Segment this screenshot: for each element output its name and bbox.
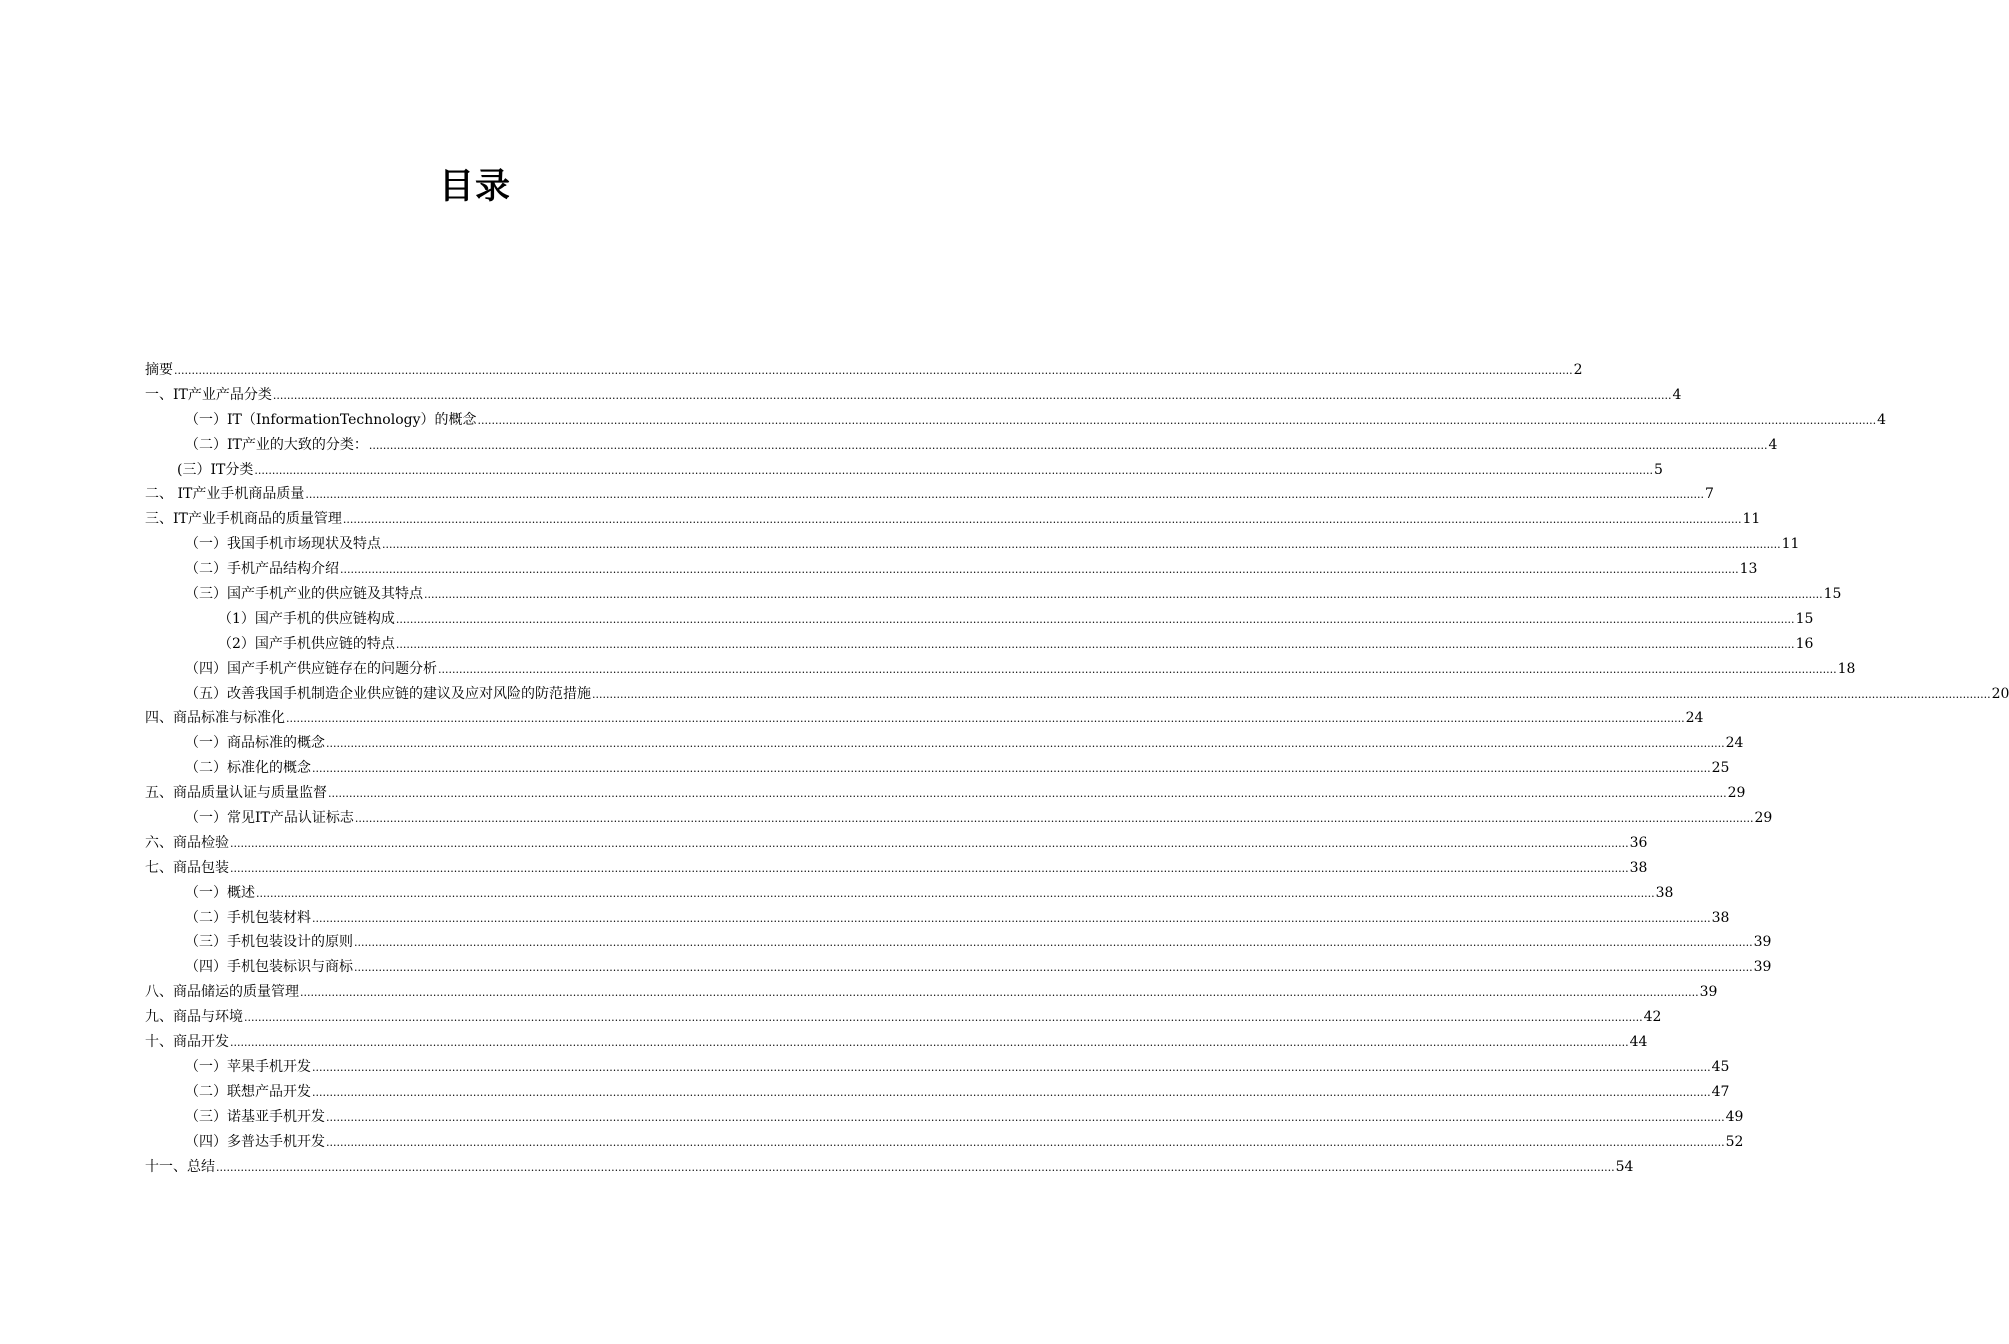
toc-entry-label: （二）手机包装材料 xyxy=(185,909,311,926)
toc-entry-page-number: 52 xyxy=(1725,1133,1744,1150)
toc-entry-label: （一）概述 xyxy=(185,884,255,901)
toc-entry-label: 三、IT产业手机商品的质量管理 xyxy=(145,511,342,528)
toc-entry-page-number: 5 xyxy=(1653,461,1663,478)
toc-entry[interactable] xyxy=(145,507,1761,532)
toc-entry[interactable] xyxy=(145,657,1856,682)
toc-entry[interactable] xyxy=(145,1105,1744,1130)
toc-entry-label: （1）国产手机的供应链构成 xyxy=(218,610,395,627)
toc-entry-page-number: 7 xyxy=(1704,486,1714,503)
toc-dot-leader: ................................................................................................................................................................................................................................................................................................................................................................................................................ xyxy=(368,438,1768,452)
toc-entry[interactable] xyxy=(145,980,1718,1005)
page-title: 目录 xyxy=(438,167,511,207)
toc-entry[interactable] xyxy=(145,557,1758,582)
toc-entry[interactable] xyxy=(145,607,1814,632)
toc-entry[interactable] xyxy=(145,582,1842,607)
toc-entry-label: 十、商品开发 xyxy=(145,1034,229,1051)
toc-entry-page-number: 36 xyxy=(1629,834,1648,851)
toc-dot-leader: ................................................................................................................................................................................................................................................................................................................................................................................................................ xyxy=(328,787,1727,801)
toc-entry-page-number: 15 xyxy=(1823,586,1842,603)
toc-dot-leader: ................................................................................................................................................................................................................................................................................................................................................................................................................ xyxy=(438,662,1837,676)
toc-entry[interactable] xyxy=(145,930,1772,955)
toc-entry-label: （二）IT产业的大致的分类： xyxy=(185,436,368,453)
toc-dot-leader: ................................................................................................................................................................................................................................................................................................................................................................................................................ xyxy=(477,413,1877,427)
toc-entry-label: （一）我国手机市场现状及特点 xyxy=(185,536,381,553)
toc-dot-leader: ................................................................................................................................................................................................................................................................................................................................................................................................................ xyxy=(326,1135,1725,1149)
toc-entry[interactable] xyxy=(145,1080,1730,1105)
toc-dot-leader: ................................................................................................................................................................................................................................................................................................................................................................................................................ xyxy=(254,463,1653,477)
toc-entry-label: （2）国产手机供应链的特点 xyxy=(218,635,395,652)
table-of-contents xyxy=(145,358,2009,1179)
toc-dot-leader: ................................................................................................................................................................................................................................................................................................................................................................................................................ xyxy=(354,961,1753,975)
toc-entry-label: （一）商品标准的概念 xyxy=(185,735,325,752)
toc-entry-page-number: 11 xyxy=(1781,536,1800,553)
toc-entry-label: （四）手机包装标识与商标 xyxy=(185,959,353,976)
toc-entry-page-number: 11 xyxy=(1742,511,1761,528)
toc-entry-label: （二）联想产品开发 xyxy=(185,1083,311,1100)
toc-entry-label: 二、 IT产业手机商品质量 xyxy=(145,486,305,503)
toc-entry[interactable] xyxy=(145,632,1814,657)
toc-dot-leader: ................................................................................................................................................................................................................................................................................................................................................................................................................ xyxy=(592,687,1991,701)
toc-entry-page-number: 39 xyxy=(1699,984,1718,1001)
toc-entry-page-number: 38 xyxy=(1629,859,1648,876)
toc-entry-page-number: 38 xyxy=(1655,884,1674,901)
toc-dot-leader: ................................................................................................................................................................................................................................................................................................................................................................................................................ xyxy=(382,538,1781,552)
toc-entry-label: (三）IT分类 xyxy=(177,461,254,478)
toc-entry[interactable] xyxy=(145,408,1887,433)
toc-entry-page-number: 24 xyxy=(1685,710,1704,727)
toc-entry-page-number: 24 xyxy=(1725,735,1744,752)
toc-dot-leader: ................................................................................................................................................................................................................................................................................................................................................................................................................ xyxy=(354,812,1754,826)
toc-entry-page-number: 42 xyxy=(1643,1009,1662,1026)
toc-dot-leader: ................................................................................................................................................................................................................................................................................................................................................................................................................ xyxy=(312,762,1711,776)
toc-entry-label: 四、商品标准与标准化 xyxy=(145,710,285,727)
toc-entry-page-number: 29 xyxy=(1727,785,1746,802)
toc-dot-leader: ................................................................................................................................................................................................................................................................................................................................................................................................................ xyxy=(230,836,1629,850)
toc-entry[interactable] xyxy=(145,482,1714,507)
toc-entry[interactable] xyxy=(145,1155,1634,1180)
toc-entry[interactable] xyxy=(145,731,1744,756)
toc-entry[interactable] xyxy=(145,1030,1648,1055)
toc-entry-page-number: 20 xyxy=(1991,685,2009,702)
toc-dot-leader: ................................................................................................................................................................................................................................................................................................................................................................................................................ xyxy=(326,737,1725,751)
toc-entry[interactable] xyxy=(145,955,1772,980)
toc-entry-page-number: 39 xyxy=(1753,934,1772,951)
toc-entry-page-number: 29 xyxy=(1754,810,1773,827)
toc-dot-leader: ................................................................................................................................................................................................................................................................................................................................................................................................................ xyxy=(354,936,1753,950)
toc-dot-leader: ................................................................................................................................................................................................................................................................................................................................................................................................................ xyxy=(216,1160,1615,1174)
toc-dot-leader: ................................................................................................................................................................................................................................................................................................................................................................................................................ xyxy=(230,1036,1629,1050)
toc-dot-leader: ................................................................................................................................................................................................................................................................................................................................................................................................................ xyxy=(395,637,1795,651)
toc-entry-page-number: 4 xyxy=(1877,411,1887,428)
toc-dot-leader: ................................................................................................................................................................................................................................................................................................................................................................................................................ xyxy=(286,712,1685,726)
toc-entry-page-number: 44 xyxy=(1629,1034,1648,1051)
toc-dot-leader: ................................................................................................................................................................................................................................................................................................................................................................................................................ xyxy=(174,364,1573,377)
toc-entry-label: 摘要 xyxy=(145,362,173,378)
toc-entry-page-number: 15 xyxy=(1795,610,1814,627)
toc-dot-leader: ................................................................................................................................................................................................................................................................................................................................................................................................................ xyxy=(256,886,1655,900)
toc-entry-label: 五、商品质量认证与质量监督 xyxy=(145,785,327,802)
toc-entry-label: 十一、总结 xyxy=(145,1158,215,1175)
toc-dot-leader: ................................................................................................................................................................................................................................................................................................................................................................................................................ xyxy=(395,612,1795,626)
toc-entry-label: 九、商品与环境 xyxy=(145,1009,243,1026)
toc-entry-label: （一）IT（InformationTechnology）的概念 xyxy=(185,411,477,428)
toc-dot-leader: ................................................................................................................................................................................................................................................................................................................................................................................................................ xyxy=(312,1085,1711,1099)
toc-entry-page-number: 18 xyxy=(1837,660,1856,677)
toc-entry-label: （三）国产手机产业的供应链及其特点 xyxy=(185,586,423,603)
toc-entry-label: （四）多普达手机开发 xyxy=(185,1133,325,1150)
toc-dot-leader: ................................................................................................................................................................................................................................................................................................................................................................................................................ xyxy=(312,911,1711,925)
toc-entry-page-number: 49 xyxy=(1725,1108,1744,1125)
toc-entry-page-number: 4 xyxy=(1672,386,1682,403)
toc-entry-page-number: 39 xyxy=(1753,959,1772,976)
toc-dot-leader: ................................................................................................................................................................................................................................................................................................................................................................................................................ xyxy=(244,1011,1643,1025)
toc-entry-page-number: 25 xyxy=(1711,760,1730,777)
toc-entry-page-number: 4 xyxy=(1768,436,1778,453)
toc-entry-page-number: 45 xyxy=(1711,1058,1730,1075)
toc-entry-page-number: 47 xyxy=(1711,1083,1730,1100)
toc-entry[interactable] xyxy=(145,831,1648,856)
toc-entry[interactable] xyxy=(145,1005,1662,1030)
toc-dot-leader: ................................................................................................................................................................................................................................................................................................................................................................................................................ xyxy=(305,488,1704,502)
toc-dot-leader: ................................................................................................................................................................................................................................................................................................................................................................................................................ xyxy=(312,1060,1711,1074)
toc-entry[interactable] xyxy=(145,682,2009,707)
toc-entry-page-number: 38 xyxy=(1711,909,1730,926)
toc-entry-label: 七、商品包装 xyxy=(145,859,229,876)
toc-dot-leader: ................................................................................................................................................................................................................................................................................................................................................................................................................ xyxy=(424,588,1823,602)
toc-dot-leader: ................................................................................................................................................................................................................................................................................................................................................................................................................ xyxy=(230,861,1629,875)
toc-entry[interactable] xyxy=(145,532,1800,557)
toc-entry-label: （一）苹果手机开发 xyxy=(185,1058,311,1075)
toc-entry-label: （二）手机产品结构介绍 xyxy=(185,561,339,578)
toc-dot-leader: ................................................................................................................................................................................................................................................................................................................................................................................................................ xyxy=(342,513,1742,527)
toc-entry[interactable] xyxy=(145,1130,1744,1155)
toc-entry[interactable] xyxy=(145,358,1583,383)
toc-entry[interactable] xyxy=(145,706,1704,731)
toc-entry-page-number: 13 xyxy=(1739,561,1758,578)
toc-entry-page-number: 16 xyxy=(1795,635,1814,652)
toc-dot-leader: ................................................................................................................................................................................................................................................................................................................................................................................................................ xyxy=(300,986,1699,1000)
toc-entry-label: （三）诺基亚手机开发 xyxy=(185,1108,325,1125)
toc-entry[interactable] xyxy=(145,458,1663,483)
toc-entry-label: （四）国产手机产供应链存在的问题分析 xyxy=(185,660,437,677)
toc-entry-page-number: 54 xyxy=(1615,1158,1634,1175)
toc-entry-label: （一）常见IT产品认证标志 xyxy=(185,810,354,827)
toc-entry[interactable] xyxy=(145,906,1730,931)
toc-entry-label: 八、商品储运的质量管理 xyxy=(145,984,299,1001)
toc-entry[interactable] xyxy=(145,881,1674,906)
toc-entry-page-number: 2 xyxy=(1573,362,1583,378)
toc-entry[interactable] xyxy=(145,383,1682,408)
toc-dot-leader: ................................................................................................................................................................................................................................................................................................................................................................................................................ xyxy=(326,1110,1725,1124)
toc-dot-leader: ................................................................................................................................................................................................................................................................................................................................................................................................................ xyxy=(340,563,1739,577)
toc-entry[interactable] xyxy=(145,756,1730,781)
toc-entry[interactable] xyxy=(145,781,1746,806)
toc-entry[interactable] xyxy=(145,1055,1730,1080)
toc-entry[interactable] xyxy=(145,806,1773,831)
toc-entry-label: （二）标准化的概念 xyxy=(185,760,311,777)
toc-entry-label: （五）改善我国手机制造企业供应链的建议及应对风险的防范措施 xyxy=(185,685,591,702)
toc-entry[interactable] xyxy=(145,433,1778,458)
toc-entry-label: 六、商品检验 xyxy=(145,834,229,851)
toc-entry[interactable] xyxy=(145,856,1648,881)
toc-entry-label: 一、IT产业产品分类 xyxy=(145,386,272,403)
toc-dot-leader: ................................................................................................................................................................................................................................................................................................................................................................................................................ xyxy=(272,388,1672,402)
toc-entry-label: （三）手机包装设计的原则 xyxy=(185,934,353,951)
